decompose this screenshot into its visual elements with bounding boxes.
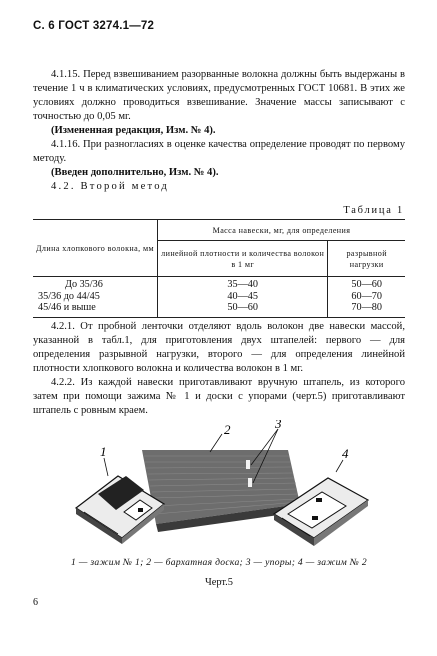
table-cell-length-2: 35/36 до 44/45 xyxy=(38,290,100,302)
table-header-break: разрывной нагрузки xyxy=(328,241,405,277)
page-number: 6 xyxy=(33,597,38,608)
table-cell-break-1: 50—60 xyxy=(328,277,405,291)
table-cell-linear-2: 40—45 xyxy=(158,291,328,303)
table-cell-length-1: До 35/36 xyxy=(65,279,103,290)
table-cell-break-2: 60—70 xyxy=(328,291,405,303)
table-header-linear: линейной плотности и количества волокон в 1 мг xyxy=(158,241,328,277)
table-cell-break-3: 70—80 xyxy=(328,302,405,317)
figure-label-4: 4 xyxy=(342,446,349,461)
paragraph-4-1-15: 4.1.15. Перед взвешиванием разорванные волокна должны быть выдержаны в течение 1 ч в климатических условиях, предусмотренных ГОСТ 10681. В этих же условиях должно проводиться взвешивание. Значение массы записывают с точностью до 0,05 мг. xyxy=(33,69,405,122)
table-caption: Таблица 1 xyxy=(343,205,404,216)
figure-title: Черт.5 xyxy=(205,577,233,588)
figure-label-1: 1 xyxy=(100,444,107,459)
figure-caption: 1 — зажим № 1; 2 — бархатная доска; 3 — упоры; 4 — зажим № 2 xyxy=(71,557,367,568)
paragraph-4-2-2: 4.2.2. Из каждой навески приготавливают вручную штапель, из которого затем при помощи зажима № 1 и доски с упорами (черт.5) приготавливают штапель с ровным краем. xyxy=(33,377,405,416)
amendment-note-2: (Введен дополнительно, Изм. № 4). xyxy=(51,167,219,178)
table-header-group: Масса навески, мг, для определения xyxy=(158,220,406,241)
figure-5-drawing xyxy=(60,420,390,550)
section-4-2-heading: 4.2. Второй метод xyxy=(51,181,169,192)
paragraph-4-2-1: 4.2.1. От пробной ленточки отделяют вдоль волокон две навески массой, указанной в табл.1, для приготовления двух штапелей: первого — для определения разрывной нагрузки, второго — для определения линейной плотности хлопкового волокна и количества волокон в 1 мг. xyxy=(33,321,405,374)
table-header-length: Длина хлопкового волокна, мм xyxy=(33,220,158,277)
paragraph-4-1-16: 4.1.16. При разногласиях в оценке качества определение проводят по первому методу. xyxy=(33,139,405,164)
table-cell-length-3: 45/46 и выше xyxy=(38,302,96,313)
amendment-note-1: (Измененная редакция, Изм. № 4). xyxy=(51,125,216,136)
figure-label-2: 2 xyxy=(224,422,231,437)
figure-label-3: 3 xyxy=(275,420,282,431)
table-cell-linear-1: 35—40 xyxy=(158,277,328,291)
section-4-1-15 xyxy=(33,68,405,194)
section-4-2-body xyxy=(33,320,405,418)
page-header: С. 6 ГОСТ 3274.1—72 xyxy=(33,20,155,32)
table-cell-linear-3: 50—60 xyxy=(158,302,328,317)
mass-table xyxy=(33,219,405,318)
